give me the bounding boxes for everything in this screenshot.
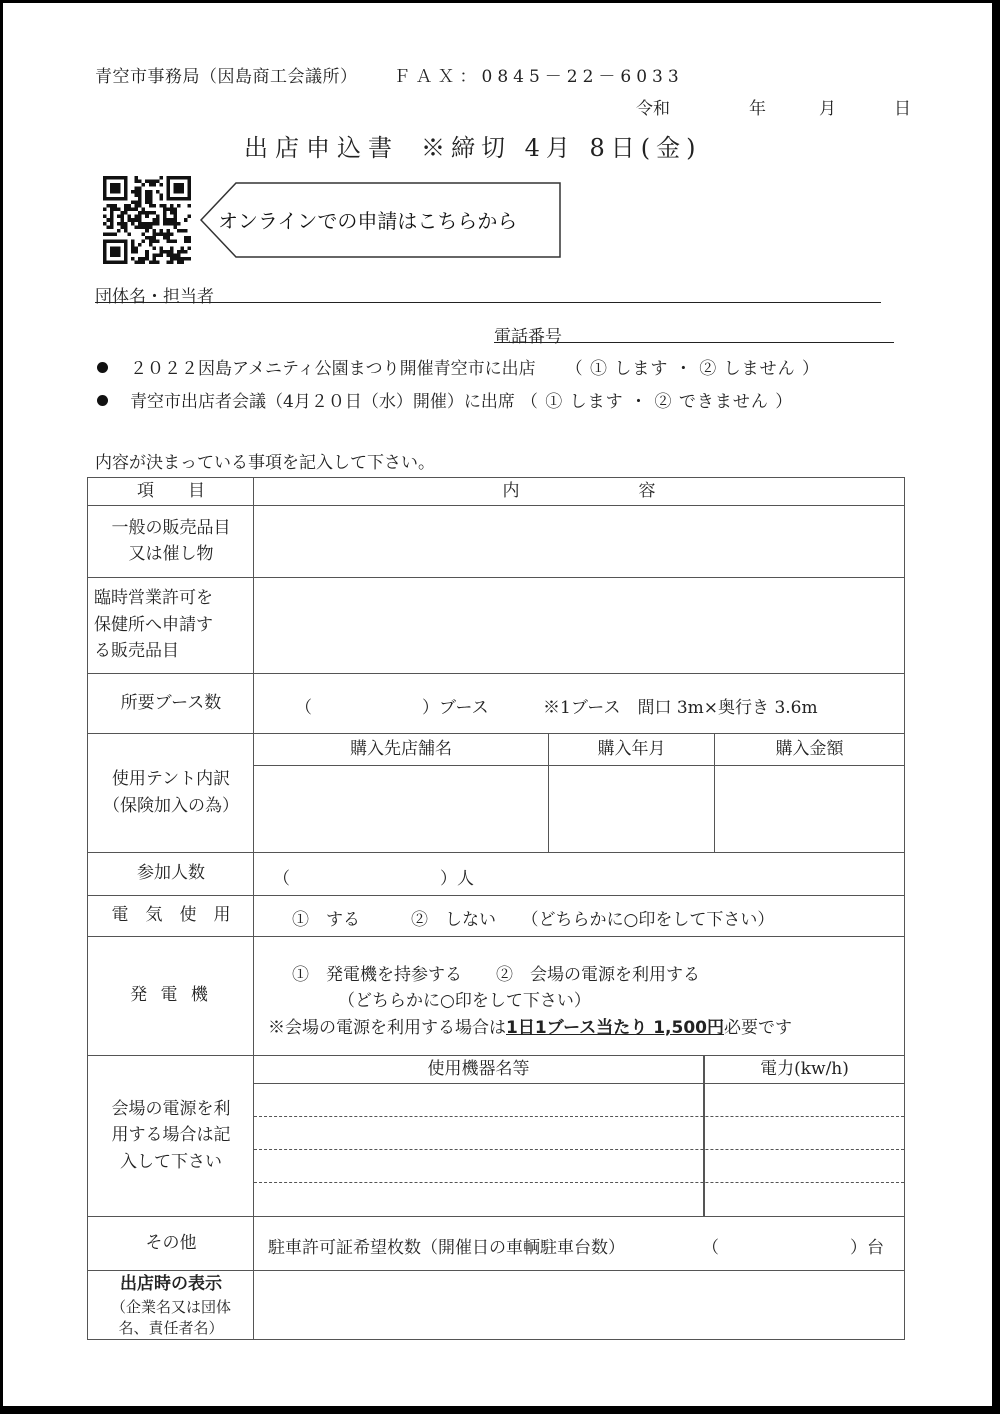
label-booths: 所要ブース数 <box>120 692 222 713</box>
tent-col-price: 購入金額 <box>775 738 844 759</box>
date-line <box>636 94 911 119</box>
question-attend-meeting <box>97 387 793 412</box>
form-title: 出店申込書 <box>244 134 399 162</box>
parking-count-input[interactable] <box>726 1230 846 1254</box>
label-line: 一般の販売品目 <box>111 517 231 538</box>
bullet-icon <box>97 395 108 406</box>
label-general-items <box>88 505 254 577</box>
note-suffix: 必要です <box>724 1018 792 1038</box>
power-watt-input-3[interactable] <box>705 1150 904 1182</box>
power-device-input-4[interactable] <box>254 1183 703 1216</box>
label-display-title: 出店時の表示 <box>120 1273 222 1294</box>
header-content: 内 容 <box>502 481 656 502</box>
instruction-text: 内容が決まっている事項を記入して下さい。 <box>95 453 435 473</box>
power-device-input-3[interactable] <box>254 1150 703 1182</box>
org-contact-label: 団体名・担当者 <box>95 287 214 307</box>
display-input[interactable] <box>254 1270 904 1340</box>
booths-open-paren: （ <box>295 698 312 718</box>
power-device-input-1[interactable] <box>254 1084 703 1116</box>
generator-options[interactable]: ① 発電機を持参する ② 会場の電源を利用する <box>292 965 700 985</box>
label-line: 保健所へ申請す <box>94 614 213 635</box>
label-electricity: 電 気 使 用 <box>111 905 231 926</box>
label-tent <box>88 733 254 852</box>
label-line: （企業名又は団体 <box>110 1298 231 1317</box>
label-venue-power <box>88 1055 254 1216</box>
tent-col-date: 購入年月 <box>597 738 666 759</box>
tent-col-store: 購入先店舗名 <box>350 738 452 759</box>
qr-code-icon[interactable] <box>103 176 191 264</box>
date-day: 日 <box>894 99 911 119</box>
generator-instruction: （どちらかに○印をして下さい） <box>338 991 591 1011</box>
date-month: 月 <box>819 99 836 119</box>
fax-number: ＦＡＸ：0845－22－6033 <box>393 67 684 87</box>
parking-close-label: ）台 <box>850 1238 884 1258</box>
deadline: ※締切 4月 8日(金) <box>421 134 702 162</box>
application-table <box>87 477 905 1340</box>
phone-label: 電話番号 <box>494 327 562 347</box>
phone-field[interactable] <box>494 322 894 347</box>
parking-open-paren: （ <box>702 1238 719 1258</box>
date-era: 令和 <box>636 99 670 119</box>
participants-input[interactable] <box>298 861 433 885</box>
org-contact-field[interactable] <box>95 282 881 307</box>
question-text: 青空市出店者会議（4月２０日（水）開催）に出席 <box>130 392 515 412</box>
online-application-label: オンラインでの申請はこちらから <box>218 209 518 233</box>
label-line: 使用テント内訳 <box>111 769 231 790</box>
question-attend-market <box>97 354 820 379</box>
tent-store-input[interactable] <box>254 766 548 852</box>
participants-open-paren: （ <box>273 869 290 889</box>
label-line: 臨時営業許可を <box>94 588 213 609</box>
power-col-watt: 電力(kw/h) <box>760 1058 849 1079</box>
note-fee: 1日1ブース当たり 1,500円 <box>506 1018 724 1038</box>
question-options[interactable]: （ ① します ・ ② できません ） <box>520 392 794 412</box>
label-generator: 発 電 機 <box>130 985 212 1006</box>
label-participants: 参加人数 <box>137 863 205 884</box>
office-name: 青空市事務局（因島商工会議所） <box>95 67 358 87</box>
label-line: 用する場合は記 <box>111 1125 231 1146</box>
date-year: 年 <box>749 99 766 119</box>
note-prefix: ※会場の電源を利用する場合は <box>268 1018 506 1038</box>
parking-permit-label: 駐車許可証希望枚数（開催日の車輌駐車台数） <box>268 1238 625 1258</box>
temp-permit-input[interactable] <box>254 577 904 673</box>
booths-note: ※1ブース 間口 3m×奥行き 3.6m <box>543 698 818 718</box>
general-items-input[interactable] <box>254 505 904 577</box>
label-line: （保険加入の為） <box>103 795 239 816</box>
tent-date-input[interactable] <box>549 766 714 852</box>
label-temp-permit <box>88 577 254 673</box>
power-device-input-2[interactable] <box>254 1117 703 1149</box>
label-line: 名、責任者名） <box>118 1319 224 1338</box>
power-watt-input-2[interactable] <box>705 1117 904 1149</box>
label-line: 会場の電源を利 <box>111 1098 231 1119</box>
power-watt-input-4[interactable] <box>705 1183 904 1216</box>
electricity-options[interactable]: ① する ② しない （どちらかに○印をして下さい） <box>292 910 775 930</box>
question-options[interactable]: （ ① します ・ ② しません ） <box>565 359 821 379</box>
office-header <box>95 62 684 87</box>
label-line: 入して下さい <box>120 1151 222 1172</box>
label-line: 又は催し物 <box>128 544 214 564</box>
power-col-device: 使用機器名等 <box>427 1058 530 1079</box>
label-display <box>88 1270 254 1340</box>
online-application-link[interactable] <box>200 181 562 259</box>
label-line: る販売品目 <box>94 641 179 662</box>
generator-note <box>268 1013 792 1038</box>
power-watt-input-1[interactable] <box>705 1084 904 1116</box>
tent-price-input[interactable] <box>715 766 904 852</box>
booths-close-label: ）ブース <box>422 698 489 718</box>
bullet-icon <box>97 362 108 373</box>
label-other: その他 <box>145 1232 197 1253</box>
participants-close-label: ）人 <box>440 869 474 889</box>
page-title <box>244 128 702 163</box>
header-item: 項 目 <box>137 481 205 502</box>
question-text: ２０２２因島アメニティ公園まつり開催青空市に出店 <box>130 359 536 379</box>
booths-input[interactable] <box>318 690 418 714</box>
